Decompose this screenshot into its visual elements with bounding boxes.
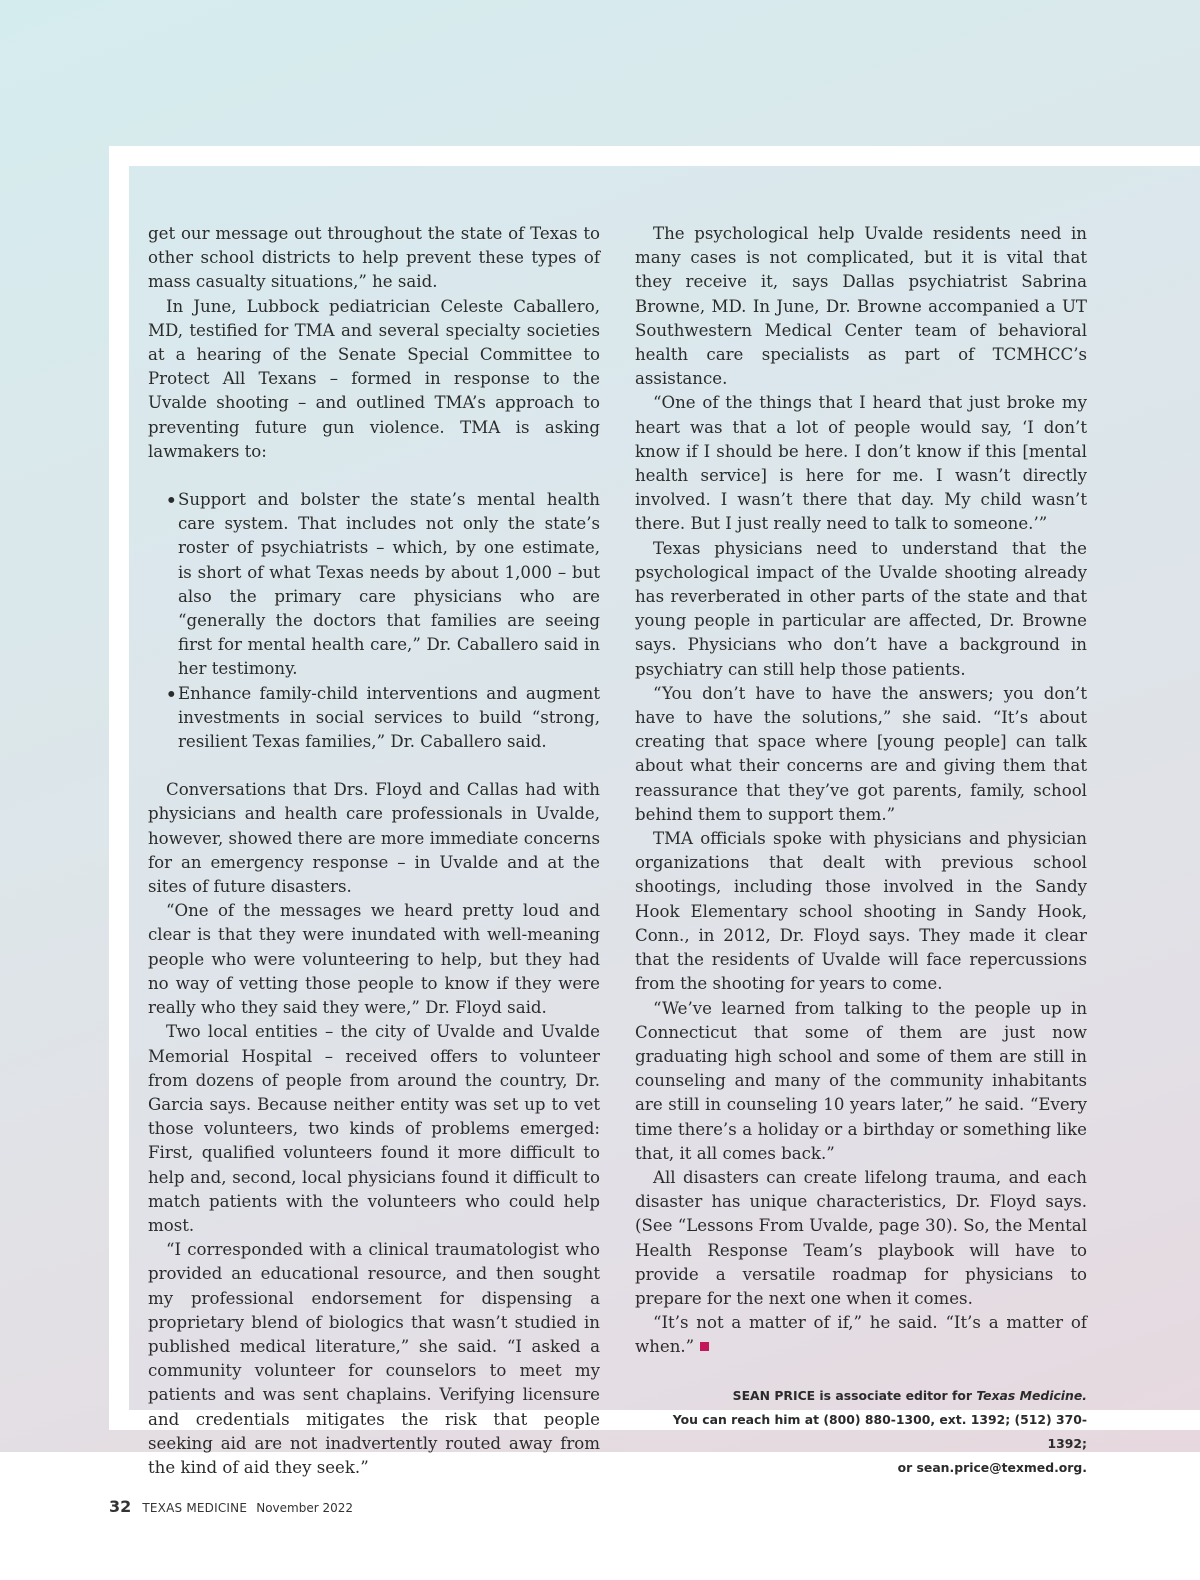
footer-date: November 2022 [256, 1501, 353, 1515]
footer-publication: TEXAS MEDICINE [142, 1501, 248, 1515]
right-column [635, 222, 1087, 1480]
paragraph: TMA officials spoke with physicians and physician organizations that dealt with previous school shootings, including those involved in the Sandy Hook Elementary school shooting in Sandy Hook, Conn., in 2012, Dr. Floyd says. They made it clear that the residents of Uvalde will face repercussions from the shooting for years to come. [635, 829, 1087, 994]
author-bio [635, 1384, 1087, 1480]
paragraph: “You don’t have to have the answers; you don’t have to have the solutions,” she said. “It’s about creating that space where [young people] can talk about what their concerns are and giving them that reassurance that they’ve got parents, family, school behind them to support them.” [635, 683, 1087, 824]
paragraph: “We’ve learned from talking to the people up in Connecticut that some of them are just now graduating high school and some of them are still in counseling and many of the community inhabitants are still in counseling 10 years later,” he said. “Every time there’s a holiday or a birthday or something like that, it all comes back.” [635, 998, 1087, 1163]
end-mark-icon [700, 1342, 709, 1351]
paragraph: The psychological help Uvalde residents need in many cases is not complicated, but it is vital that they receive it, says Dallas psychiatrist Sabrina Browne, MD. In June, Dr. Browne accompanied a UT Southwestern Medical Center team of behavioral health care specialists as part of TCMHCC’s assistance. [635, 224, 1087, 389]
list-item-text: Support and bolster the state’s mental health care system. That includes not only the state’s roster of psychiatrists – which, by one estimate, is short of what Texas needs by about 1,000 – but also the primary care physicians who are “generally the doctors that families are seeing first for mental health care,” Dr. Caballero said in her testimony. [178, 490, 600, 679]
closing-text: “It’s not a matter of if,” he said. “It’s a matter of when.” [635, 1313, 1087, 1357]
author-bio-text: SEAN PRICE is associate editor for [732, 1387, 977, 1403]
paragraph: get our message out throughout the state of Texas to other school districts to help prevent these types of mass casualty situations,” he said. [148, 224, 600, 292]
bullet-icon: • [166, 683, 177, 704]
page-number: 32 [109, 1497, 132, 1516]
author-contact-line: You can reach him at (800) 880-1300, ext. 1392; (512) 370-1392; [672, 1411, 1087, 1451]
list-item [166, 682, 600, 755]
paragraph: “One of the things that I heard that just broke my heart was that a lot of people would say, ‘I don’t know if I should be here. I don’t know if this [mental health service] is here for me. I wasn’t directly involved. I wasn’t there that day. My child wasn’t there. But I just really need to talk to someone.’” [635, 393, 1087, 534]
author-email-line: or sean.price@texmed.org. [897, 1459, 1087, 1475]
author-bio-line [635, 1384, 1087, 1408]
paragraph: “I corresponded with a clinical traumatologist who provided an educational resource, and then sought my professional endorsement for dispensing a proprietary blend of biologics that wasn’t studied in published medical literature,” she said. “I asked a community volunteer for counselors to meet my patients and was sent chaplains. Verifying licensure and credentials mitigates the risk that people seeking aid are not inadvertently routed away from the kind of aid they seek.” [148, 1240, 600, 1477]
page-footer [109, 1497, 353, 1516]
bullet-list [148, 488, 600, 754]
bullet-icon: • [166, 490, 177, 511]
list-item [166, 488, 600, 682]
paragraph: “One of the messages we heard pretty loud and clear is that they were inundated with well-meaning people who were volunteering to help, but they had no way of vetting those people to know if they were really who they said they were,” Dr. Floyd said. [148, 901, 600, 1018]
paragraph: In June, Lubbock pediatrician Celeste Caballero, MD, testified for TMA and several specialty societies at a hearing of the Senate Special Committee to Protect All Texans – formed in response to the Uvalde shooting – and outlined TMA’s approach to preventing future gun violence. TMA is asking lawmakers to: [148, 296, 600, 461]
paragraph: Texas physicians need to understand that the psychological impact of the Uvalde shooting already has reverberated in other parts of the state and that young people in particular are affected, Dr. Browne says. Physicians who don’t have a background in psychiatry can still help those patients. [635, 538, 1087, 679]
publication-name: Texas Medicine. [976, 1387, 1087, 1403]
left-column [148, 222, 600, 1480]
paragraph: All disasters can create lifelong trauma, and each disaster has unique characteristics, Dr. Floyd says. (See “Lessons From Uvalde, page 30). So, the Mental Health Response Team’s playbook will have to provide a versatile roadmap for physicians to prepare for the next one when it comes. [635, 1167, 1087, 1308]
paragraph: Two local entities – the city of Uvalde and Uvalde Memorial Hospital – received offers to volunteer from dozens of people from around the country, Dr. Garcia says. Because neither entity was set up to vet those volunteers, two kinds of problems emerged: First, qualified volunteers found it more difficult to help and, second, local physicians found it difficult to match patients with the volunteers who could help most. [148, 1022, 600, 1235]
closing-paragraph [635, 1311, 1087, 1359]
paragraph: Conversations that Drs. Floyd and Callas had with physicians and health care professionals in Uvalde, however, showed there are more immediate concerns for an emergency response – in Uvalde and at the sites of future disasters. [148, 780, 600, 897]
list-item-text: Enhance family-child interventions and augment investments in social services to build “strong, resilient Texas families,” Dr. Caballero said. [178, 683, 600, 752]
